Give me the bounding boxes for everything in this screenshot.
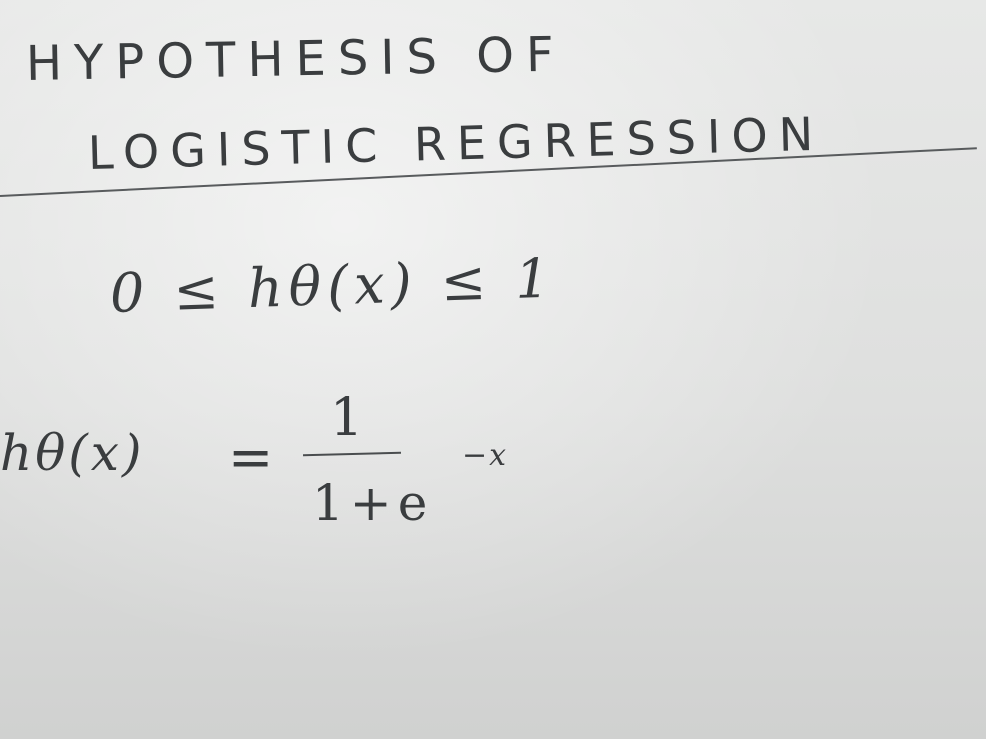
exponent-superscript: −x [462,438,509,473]
equation-lhs: hθ(x) [0,424,145,482]
title-line-1: HYPOTHESIS OF [25,26,567,92]
fraction-numerator: 1 [330,388,364,448]
fraction-bar [303,452,401,457]
equals-sign: = [228,426,274,489]
title-line-2: LOGISTIC REGRESSION [87,106,825,180]
fraction-denominator: 1+e [312,474,434,532]
hypothesis-bound-inequality: 0 ≤ hθ(x) ≤ 1 [108,246,557,325]
